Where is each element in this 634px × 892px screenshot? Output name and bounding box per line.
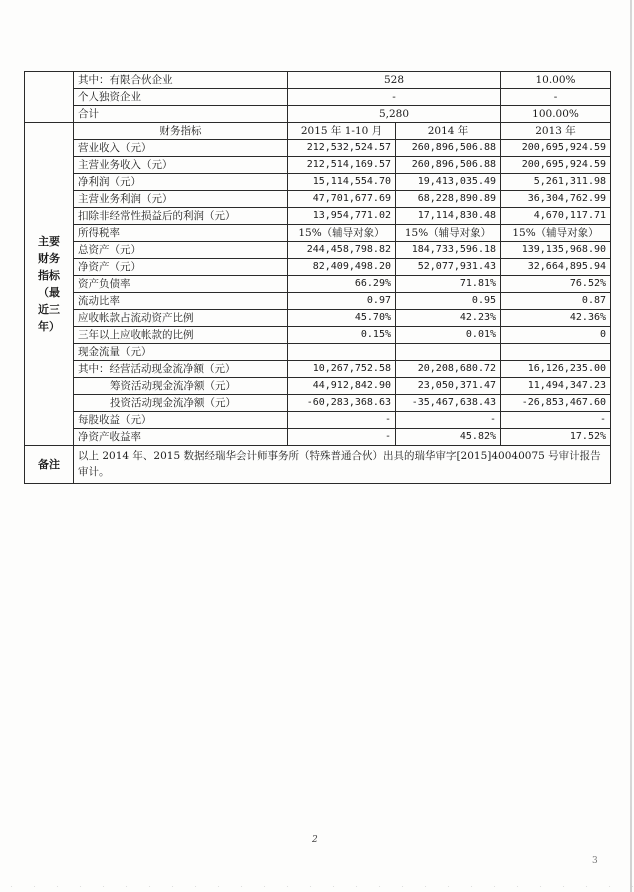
metric-label: 主营业务利润（元）	[74, 191, 288, 208]
metric-label: 总资产（元）	[74, 242, 288, 259]
table-row	[25, 259, 611, 276]
metric-label: 每股收益（元）	[74, 412, 288, 429]
table-row	[25, 140, 611, 157]
value-2013: 15%（辅导对象）	[501, 225, 611, 242]
financial-table	[24, 71, 611, 484]
table-row	[25, 208, 611, 225]
value-2015: -	[288, 412, 396, 429]
value-2014	[396, 344, 501, 361]
metric-label: 投资活动现金流净额（元）	[74, 395, 288, 412]
value-2014: 0.01%	[396, 327, 501, 344]
value-2015	[288, 344, 396, 361]
scan-edge	[630, 0, 632, 892]
value-2014: 45.82%	[396, 429, 501, 446]
partner-count: -	[288, 89, 501, 106]
value-2013: 42.36%	[501, 310, 611, 327]
value-2014: -	[396, 412, 501, 429]
value-2013: 5,261,311.98	[501, 174, 611, 191]
table-row	[25, 361, 611, 378]
table-row	[25, 344, 611, 361]
value-2015: -60,283,368.63	[288, 395, 396, 412]
column-header-metric: 财务指标	[74, 123, 288, 140]
column-header-2013: 2013 年	[501, 123, 611, 140]
value-2015: -	[288, 429, 396, 446]
metric-label: 筹资活动现金流净额（元）	[74, 378, 288, 395]
remarks-text: 以上 2014 年、2015 数据经瑞华会计师事务所（特殊普通合伙）出具的瑞华审字[2015]40040075 号审计报告审计。	[74, 446, 611, 484]
value-2013: 139,135,968.90	[501, 242, 611, 259]
value-2013: 36,304,762.99	[501, 191, 611, 208]
corner-mark: 3	[592, 856, 598, 866]
value-2015: 15%（辅导对象）	[288, 225, 396, 242]
column-header-2015: 2015 年 1-10 月	[288, 123, 396, 140]
value-2013: 200,695,924.59	[501, 140, 611, 157]
value-2014: 20,208,680.72	[396, 361, 501, 378]
table-row	[25, 395, 611, 412]
table-row	[25, 225, 611, 242]
value-2014: 184,733,596.18	[396, 242, 501, 259]
table-header-row	[25, 123, 611, 140]
value-2015: 66.29%	[288, 276, 396, 293]
metric-label: 三年以上应收帐款的比例	[74, 327, 288, 344]
value-2013: 0.87	[501, 293, 611, 310]
value-2014: 260,896,506.88	[396, 157, 501, 174]
metric-label: 应收帐款占流动资产比例	[74, 310, 288, 327]
table-row	[25, 276, 611, 293]
row-label: 个人独资企业	[74, 89, 288, 106]
value-2013: 11,494,347.23	[501, 378, 611, 395]
metric-label: 流动比率	[74, 293, 288, 310]
table-row	[25, 191, 611, 208]
value-2013: 0	[501, 327, 611, 344]
table-row	[25, 72, 611, 89]
value-2015: 45.70%	[288, 310, 396, 327]
remarks-row	[25, 446, 611, 484]
row-label: 其中：有限合伙企业	[74, 72, 288, 89]
value-2014: 17,114,830.48	[396, 208, 501, 225]
metric-label: 现金流量（元）	[74, 344, 288, 361]
remarks-label: 备注	[25, 446, 74, 484]
table-row	[25, 429, 611, 446]
value-2015: 47,701,677.69	[288, 191, 396, 208]
metric-label: 其中：经营活动现金流净额（元）	[74, 361, 288, 378]
value-2015: 82,409,498.20	[288, 259, 396, 276]
table-row	[25, 310, 611, 327]
value-2015: 44,912,842.90	[288, 378, 396, 395]
value-2015: 0.15%	[288, 327, 396, 344]
value-2014: 23,050,371.47	[396, 378, 501, 395]
value-2015: 212,532,524.57	[288, 140, 396, 157]
value-2013: -26,853,467.60	[501, 395, 611, 412]
value-2013: 32,664,895.94	[501, 259, 611, 276]
metric-label: 净利润（元）	[74, 174, 288, 191]
table-row	[25, 89, 611, 106]
page-number: 2	[312, 835, 318, 845]
value-2014: 19,413,035.49	[396, 174, 501, 191]
value-2015: 244,458,798.82	[288, 242, 396, 259]
value-2013: 16,126,235.00	[501, 361, 611, 378]
table-row	[25, 293, 611, 310]
value-2014: 52,077,931.43	[396, 259, 501, 276]
partner-ratio: 100.00%	[501, 106, 611, 123]
value-2015: 10,267,752.58	[288, 361, 396, 378]
partner-ratio: 10.00%	[501, 72, 611, 89]
value-2015: 15,114,554.70	[288, 174, 396, 191]
metric-label: 资产负债率	[74, 276, 288, 293]
table-row	[25, 412, 611, 429]
section-side-label: 主要财务指标（最近三年）	[25, 123, 74, 446]
value-2013: 17.52%	[501, 429, 611, 446]
value-2014: 260,896,506.88	[396, 140, 501, 157]
partner-ratio: -	[501, 89, 611, 106]
metric-label: 主营业务收入（元）	[74, 157, 288, 174]
value-2013: -	[501, 412, 611, 429]
metric-label: 所得税率	[74, 225, 288, 242]
column-header-2014: 2014 年	[396, 123, 501, 140]
partner-count: 528	[288, 72, 501, 89]
metric-label: 净资产（元）	[74, 259, 288, 276]
value-2013: 200,695,924.59	[501, 157, 611, 174]
table-row	[25, 157, 611, 174]
value-2014: 15%（辅导对象）	[396, 225, 501, 242]
table-row	[25, 174, 611, 191]
value-2013: 4,670,117.71	[501, 208, 611, 225]
value-2014: 42.23%	[396, 310, 501, 327]
value-2015: 13,954,771.02	[288, 208, 396, 225]
row-label: 合计	[74, 106, 288, 123]
value-2015: 212,514,169.57	[288, 157, 396, 174]
table-row	[25, 378, 611, 395]
value-2014: 68,228,890.89	[396, 191, 501, 208]
value-2014: 0.95	[396, 293, 501, 310]
metric-label: 扣除非经常性损益后的利润（元）	[74, 208, 288, 225]
value-2015: 0.97	[288, 293, 396, 310]
value-2013: 76.52%	[501, 276, 611, 293]
partner-count: 5,280	[288, 106, 501, 123]
blank-side-cell	[25, 72, 74, 123]
table-row	[25, 106, 611, 123]
metric-label: 净资产收益率	[74, 429, 288, 446]
table-row	[25, 327, 611, 344]
table-row	[25, 242, 611, 259]
value-2014: 71.81%	[396, 276, 501, 293]
value-2014: -35,467,638.43	[396, 395, 501, 412]
scan-artifact	[0, 882, 634, 892]
value-2013	[501, 344, 611, 361]
metric-label: 营业收入（元）	[74, 140, 288, 157]
